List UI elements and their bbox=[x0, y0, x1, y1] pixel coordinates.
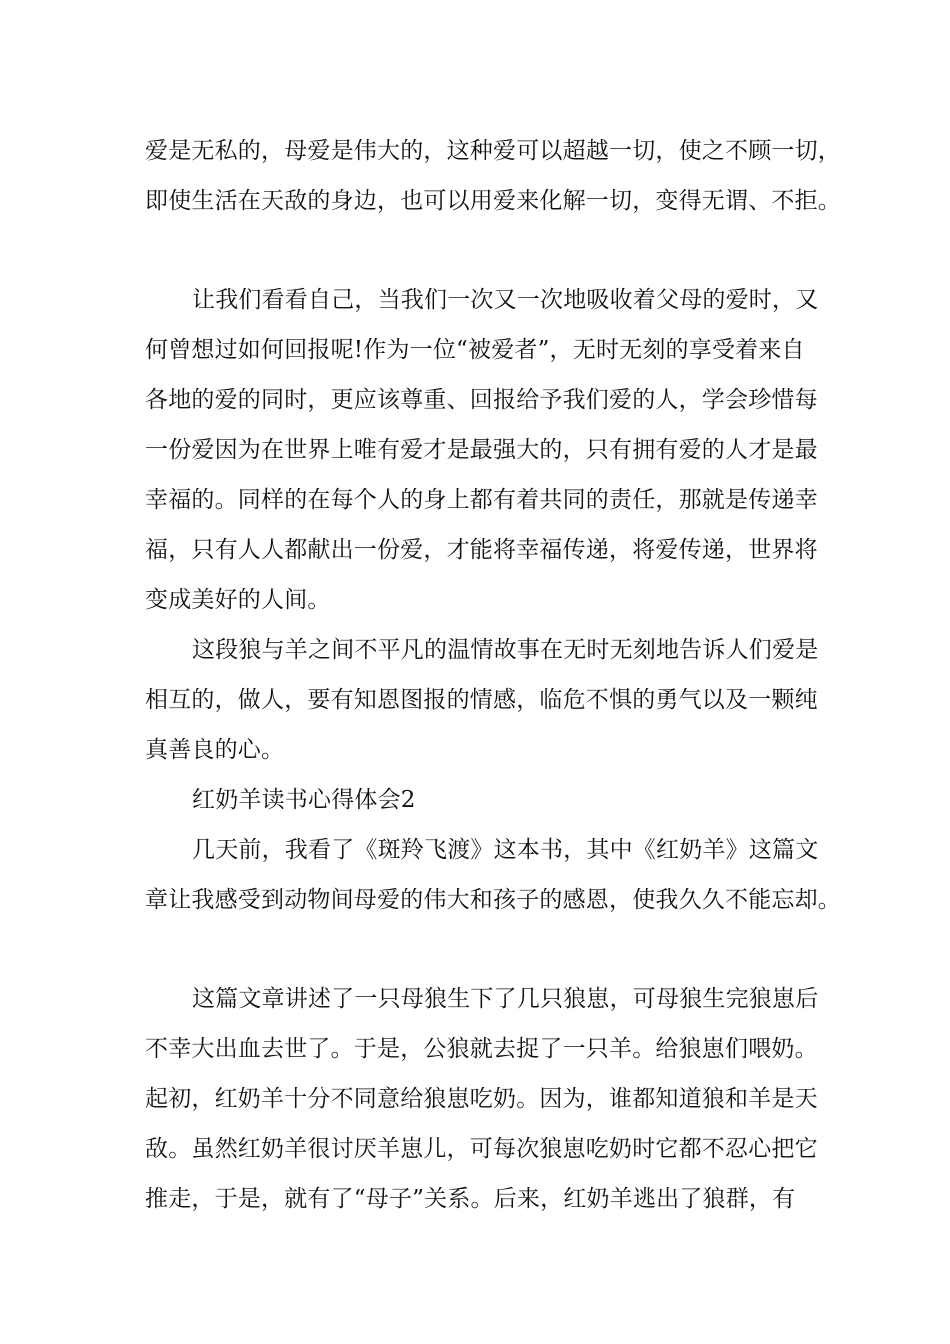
text-line: 这篇文章讲述了一只母狼生下了几只狼崽，可母狼生完狼崽后 bbox=[192, 986, 819, 1012]
text-line: 何曾想过如何回报呢!作为一位“被爱者”，无时无刻的享受着来自 bbox=[145, 337, 805, 363]
section-heading: 红奶羊读书心得体会2 bbox=[192, 787, 416, 813]
text-line: 幸福的。同样的在每个人的身上都有着共同的责任，那就是传递幸 bbox=[145, 487, 818, 513]
text-line: 这段狼与羊之间不平凡的温情故事在无时无刻地告诉人们爱是 bbox=[192, 637, 819, 663]
text-line: 即使生活在天敌的身边，也可以用爱来化解一切，变得无谓、不拒。 bbox=[145, 188, 841, 214]
text-line: 让我们看看自己，当我们一次又一次地吸收着父母的爱时，又 bbox=[192, 287, 819, 313]
text-line: 相互的，做人，要有知恩图报的情感，临危不惧的勇气以及一颗纯 bbox=[145, 687, 818, 713]
text-line: 章让我感受到动物间母爱的伟大和孩子的感恩，使我久久不能忘却。 bbox=[145, 887, 841, 913]
text-line: 推走，于是，就有了“母子”关系。后来，红奶羊逃出了狼群，有 bbox=[145, 1186, 796, 1212]
text-line: 各地的爱的同时，更应该尊重、回报给予我们爱的人，学会珍惜每 bbox=[145, 387, 818, 413]
text-line: 真善良的心。 bbox=[145, 737, 285, 763]
text-line: 敌。虽然红奶羊很讨厌羊崽儿，可每次狼崽吃奶时它都不忍心把它 bbox=[145, 1136, 818, 1162]
text-line: 起初，红奶羊十分不同意给狼崽吃奶。因为，谁都知道狼和羊是天 bbox=[145, 1086, 818, 1112]
text-line: 变成美好的人间。 bbox=[145, 587, 331, 613]
text-line: 福，只有人人都献出一份爱，才能将幸福传递，将爱传递，世界将 bbox=[145, 537, 818, 563]
text-line: 不幸大出血去世了。于是，公狼就去捉了一只羊。给狼崽们喂奶。 bbox=[145, 1036, 818, 1062]
text-line: 几天前，我看了《斑羚飞渡》这本书，其中《红奶羊》这篇文 bbox=[192, 837, 819, 863]
text-line: 爱是无私的，母爱是伟大的，这种爱可以超越一切，使之不顾一切， bbox=[145, 138, 841, 164]
text-line: 一份爱因为在世界上唯有爱才是最强大的，只有拥有爱的人才是最 bbox=[145, 437, 818, 463]
